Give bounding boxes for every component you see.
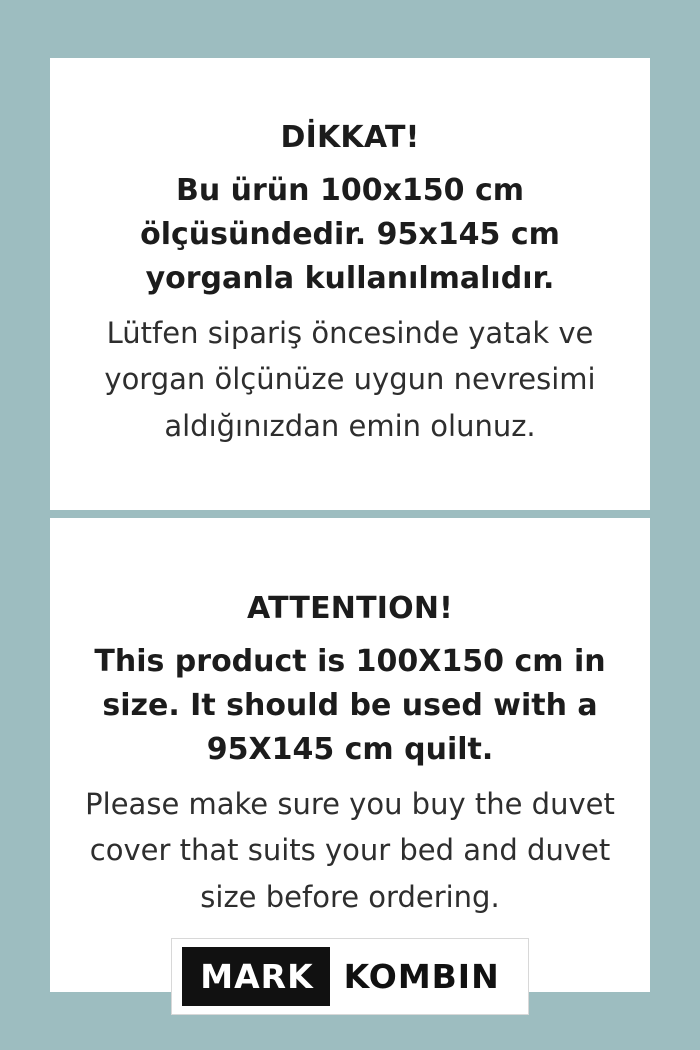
turkish-normal-text: Lütfen sipariş öncesinde yatak ve yorgan ölçünüze uygun nevresimi aldığınızdan emin olunuz. — [104, 315, 596, 443]
turkish-heading: DİKKAT! — [280, 120, 420, 156]
english-heading: ATTENTION! — [246, 591, 454, 627]
english-bold-text: This product is 100X150 cm in size. It should be used with a 95X145 cm quilt. — [94, 643, 606, 768]
turkish-bold-text: Bu ürün 100x150 cm ölçüsündedir. 95x145 cm yorganla kullanılmalıdır. — [140, 172, 560, 297]
brand-logo — [0, 938, 700, 1015]
logo-right-text: KOMBIN — [330, 947, 518, 1006]
turkish-notice-panel — [50, 58, 650, 510]
logo-box — [171, 938, 528, 1015]
english-normal-text: Please make sure you buy the duvet cover that suits your bed and duvet size before ordering. — [85, 786, 615, 914]
logo-left-text: MARK — [182, 947, 329, 1006]
english-notice-panel — [50, 518, 650, 992]
